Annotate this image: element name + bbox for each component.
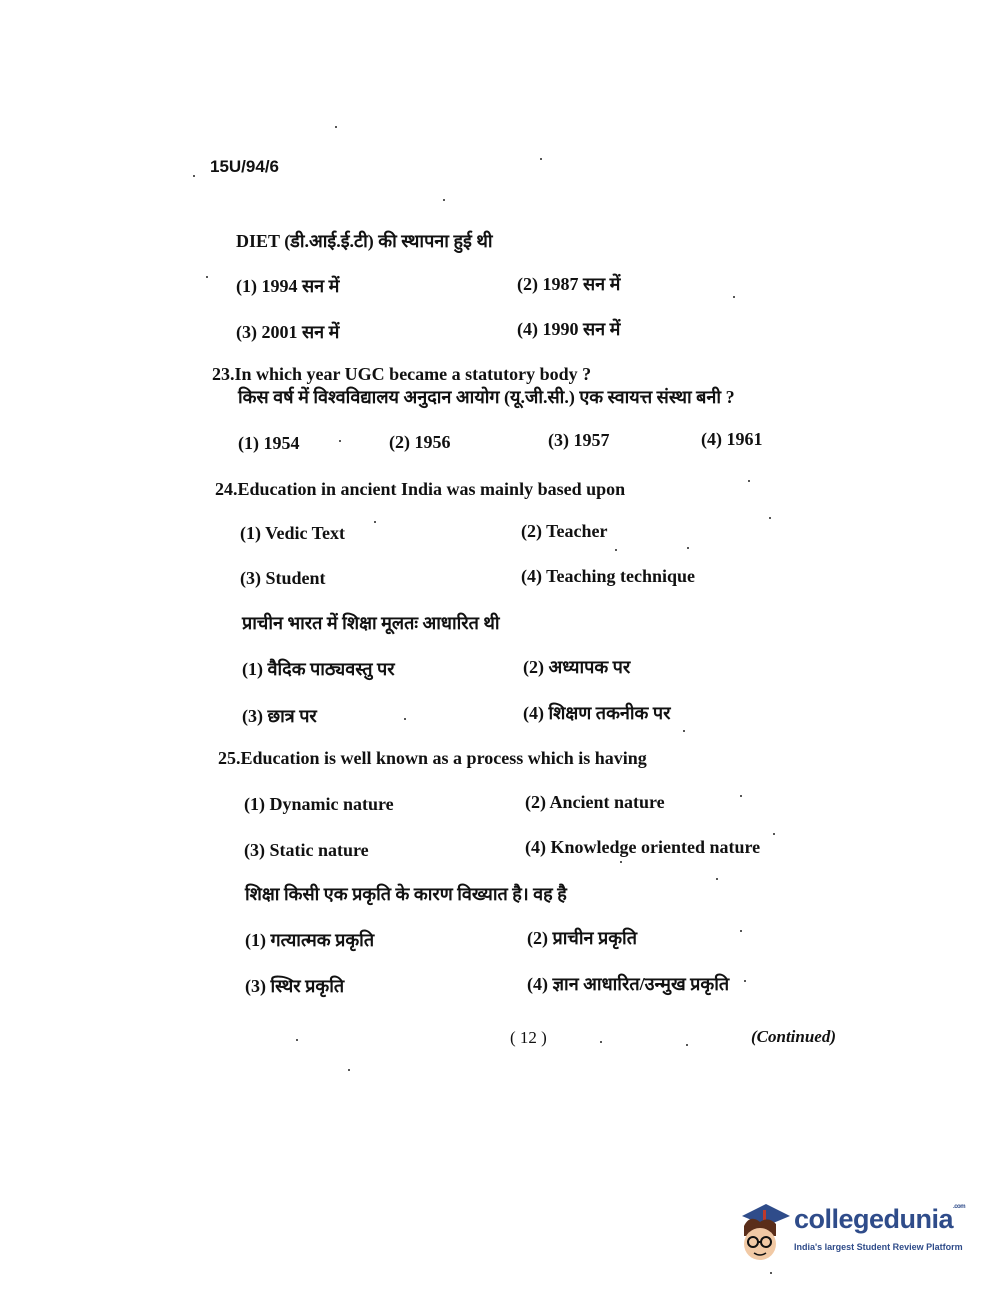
q25-option-2: (2) Ancient nature bbox=[525, 792, 665, 812]
scan-speck bbox=[773, 833, 775, 835]
q24-option-3: (3) Student bbox=[240, 568, 326, 588]
logo-wordmark: collegedunia$^{.com}$ bbox=[794, 1204, 966, 1234]
q23-question-english: 23.In which year UGC became a statutory body ? bbox=[212, 364, 592, 384]
q24-option-1-hindi: (1) वैदिक पाठ्यवस्तु पर bbox=[242, 659, 395, 679]
scan-speck bbox=[193, 175, 195, 177]
q25-option-2-hindi: (2) प्राचीन प्रकृति bbox=[527, 928, 637, 948]
q23-option-3: (3) 1957 bbox=[548, 430, 610, 450]
q25-option-1: (1) Dynamic nature bbox=[244, 794, 394, 814]
q25-option-3: (3) Static nature bbox=[244, 840, 369, 860]
logo-tagline: India's largest Student Review Platform bbox=[794, 1242, 963, 1252]
q24-option-2-hindi: (2) अध्यापक पर bbox=[523, 657, 631, 677]
q24-option-1: (1) Vedic Text bbox=[240, 523, 346, 543]
q25-option-1-hindi: (1) गत्यात्मक प्रकृति bbox=[245, 930, 375, 950]
scan-speck bbox=[716, 878, 718, 880]
q22-option-2: (2) 1987 सन में bbox=[517, 274, 621, 294]
q23-question-hindi: किस वर्ष में विश्वविद्यालय अनुदान आयोग (यू.जी.सी.) एक स्वायत्त संस्था बनी ? bbox=[238, 387, 735, 407]
collegedunia-logo bbox=[736, 1196, 966, 1266]
scan-speck bbox=[296, 1039, 298, 1041]
page-number: ( 12 ) bbox=[510, 1028, 547, 1047]
scan-speck bbox=[404, 718, 406, 720]
scan-speck bbox=[770, 1272, 772, 1274]
scan-speck bbox=[733, 296, 735, 298]
q22-question-hindi: DIET (डी.आई.ई.टी) की स्थापना हुई थी bbox=[236, 231, 493, 251]
q25-option-4-hindi: (4) ज्ञान आधारित/उन्मुख प्रकृति bbox=[527, 974, 730, 994]
scan-speck bbox=[540, 158, 542, 160]
q22-option-1: (1) 1994 सन में bbox=[236, 276, 340, 296]
paper-code: 15U/94/6 bbox=[210, 157, 279, 176]
scan-speck bbox=[620, 861, 622, 863]
q24-question-hindi: प्राचीन भारत में शिक्षा मूलतः आधारित थी bbox=[242, 613, 500, 633]
scan-speck bbox=[615, 549, 617, 551]
continued-label: (Continued) bbox=[751, 1027, 837, 1046]
q25-question-english: 25.Education is well known as a process which is having bbox=[218, 748, 647, 768]
mascot-icon bbox=[736, 1196, 792, 1266]
scan-speck bbox=[748, 480, 750, 482]
scan-speck bbox=[769, 517, 771, 519]
q23-option-4: (4) 1961 bbox=[701, 429, 763, 449]
scan-speck bbox=[744, 980, 746, 982]
q25-question-hindi: शिक्षा किसी एक प्रकृति के कारण विख्यात है। वह है bbox=[245, 884, 567, 904]
q23-option-1: (1) 1954 bbox=[238, 433, 300, 453]
q25-option-4: (4) Knowledge oriented nature bbox=[525, 837, 761, 857]
scan-speck bbox=[374, 521, 376, 523]
q24-option-3-hindi: (3) छात्र पर bbox=[242, 706, 317, 726]
scan-speck bbox=[335, 126, 337, 128]
q24-option-4-hindi: (4) शिक्षण तकनीक पर bbox=[523, 703, 671, 723]
q22-option-3: (3) 2001 सन में bbox=[236, 322, 340, 342]
q24-option-2: (2) Teacher bbox=[521, 521, 608, 541]
q24-question-english: 24.Education in ancient India was mainly based upon bbox=[215, 479, 626, 499]
scan-speck bbox=[443, 199, 445, 201]
scan-speck bbox=[686, 1044, 688, 1046]
scan-speck bbox=[339, 440, 341, 442]
q23-option-2: (2) 1956 bbox=[389, 432, 451, 452]
scan-speck bbox=[687, 547, 689, 549]
scan-speck bbox=[348, 1069, 350, 1071]
scan-speck bbox=[740, 930, 742, 932]
q25-option-3-hindi: (3) स्थिर प्रकृति bbox=[245, 976, 345, 996]
q24-option-4: (4) Teaching technique bbox=[521, 566, 696, 586]
q22-option-4: (4) 1990 सन में bbox=[517, 319, 621, 339]
scan-speck bbox=[600, 1041, 602, 1043]
scan-speck bbox=[206, 276, 208, 278]
scan-speck bbox=[683, 730, 685, 732]
scan-speck bbox=[740, 795, 742, 797]
